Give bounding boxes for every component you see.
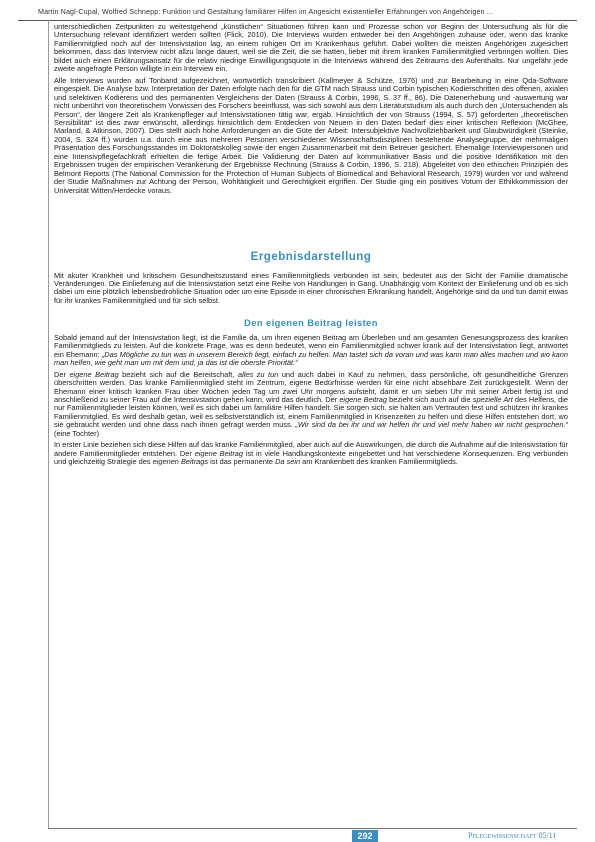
text-run: Sobald jemand auf der Intensivstation liegt, ist die Familie da, um ihren eigenen Beitrag am Überleben und am gesamten Genesungsprozess des kranken Familienmitglieds zu leisten. Auf die konkrete Frage, was es denn bedeutet, wenn ein Familienmitglied schwer krank auf der Intensivstation liegt, antwortet ein Ehemann:: [54, 332, 568, 359]
paragraph: Mit akuter Krankheit und kritischem Gesundheitszustand eines Familienmitglieds verbunden ist sein, bedeutet aus der Sicht der Familie dramatische Veränderungen. Die Einlieferung auf die Intensivstation setzt eine Reihe von Handlungen in Gang. Unabhängig vom Kontext der Einlieferung und ob es sich dabei um eine plötzlich lebensbedrohliche Situation oder um eine Episode in einer chronischen Erkrankung handelt, Angehörige sind da und tun damit etwas für ihr krankes Familienmitglied und für sich selbst.: [54, 270, 568, 305]
interview-quote: „Wir sind da bei ihr und wir helfen ihr und viel mehr haben wir nicht gesprochen.“: [295, 420, 568, 430]
section-heading: Ergebnisdarstellung: [250, 251, 372, 264]
text-run: ist in viele Handlungskontexte eingebettet und hat verschiedene Konsequenzen. Eng verbunden und gleichzeitig Strategie des: [54, 448, 569, 467]
header-rule: [18, 20, 577, 21]
emphasis: eigene Beitrag: [194, 448, 244, 458]
text-run: In erster Linie beziehen sich diese Hilfen auf das kranke Familienmitglied, aber auch auf die Auswirkungen, die durch die Aufnahme auf die Intensivstation für andere Familienmitglieder entstehen. Der: [54, 440, 568, 458]
text-run: Der: [54, 369, 70, 379]
text-run: bezieht sich auch auf die: [387, 394, 473, 404]
page-number: 292: [352, 830, 378, 842]
interview-quote: „Das Mögliche zu tun was in unserem Bereich liegt, einfach zu helfen. Man tastet sich da voran und was kann man alles machen und wo kann man helfen, wie geht man um mit dem und, ja das ist die oberste Priorität.“: [54, 349, 568, 368]
emphasis: spezielle Art: [472, 394, 513, 404]
section-spacer: [54, 198, 568, 253]
article-body: [54, 23, 568, 470]
text-run: am Krankenbett des kranken Familienmitglieds.: [300, 457, 458, 467]
running-head: Martin Nagl-Cupal, Wolfred Schnepp: Funktion und Gestaltung familiärer Hilfen im Angesicht existentieller Erfahrungen von Angehörigen ...: [38, 7, 494, 16]
text-run: und auch dabei in Kauf zu nehmen, dass persönliche, oft gesundheitliche Grenzen überschritten werden. Das kranke Familienmitglied steht im Zentrum, eigene Bedürfnisse werden für eine nicht absehbare Zeit zurückgestellt. Wenn der Ehemann einer kritisch kranken Frau über Wochen jeden Tag um zwei Uhr morgens aufsteht, damit er um sieben Uhr mit seiner Arbeit fertig ist und anschließend zu seiner Frau auf die Intensivstation gehen kann, wird das deutlich. Der: [54, 369, 568, 404]
margin-rule: [48, 20, 49, 828]
emphasis: alles zu tun: [237, 369, 279, 379]
paragraph: Alle Interviews wurden auf Tonband aufgezeichnet, wortwörtlich transkribiert (Kallmeyer & Schütze, 1976) und zur Bearbeitung in eine Qda-Software eingespielt. Die Analyse bzw. Interpretation der Daten erfolgte nach den für die GTM nach Strauss und Corbin typischen Kodierschritten des offenen, axialen und selektiven Kodierens und des permanenten Vergleichens der Daten (Strauss & Corbin, 1996, S. 37 ff., 86). Die Datenerhebung und -auswertung war nicht unberührt von theoretischem Vorwissen des Forschers beeinflusst, was sich sowohl aus dem Literaturstudium als auch durch den „Untersuchenden als Person“, der längere Zeit als Krankenpfleger auf Intensivstationen tätig war, ergab. Hinsichtlich der von Strauss (1994, S. 57) geforderten „theoretischen Sensibilität“ ist dies zwar erwünscht, allerdings hinsichtlich dem Entdecken von Neuem in den Daten bedarf dies einer kritischen Reflexion (McGhee, Marland, & Atkinson, 2007). Dies stellt auch hohe Anforderungen an die Güte der Arbeit: Intersubjektive Nachvollziehbarkeit und Glaubwürdigkeit (Steinke, 2004, S. 324 ff.) wurden u.a. durch eine aus mehreren Personen verschiedener Wissenschaftsdisziplinen bestehende Analysegruppe, der mehrmaligen Präsentation des Forschungsstandes im Doktoratskolleg sowie der engen Zusammenarbeit mit dem Betreuer gesichert. Ehemalige Interviewpersonen und eine Intensivpflegefachkraft erhielten die fertige Arbeit. Die Validierung der Daten auf kommunikativer Basis und die positive Identifikation mit den Ergebnissen trugen der empirischen Verankerung der Ergebnisse Rechnung (Strauss & Corbin, 1996, S. 218). Abgeleitet von den ethischen Prinzipien des Belmont Reports (The National Commission for the Protection of Human Subjects of Biomedical and Behavioral Research, 1979) wurden vor und während der Studie Maßnahmen zur Achtung der Person, Wohltätigkeit und Gerechtigkeit ergriffen. Der Studie ging ein positives Votum der Ethikkommission der Universität Witten/Herdecke voraus.: [54, 75, 568, 195]
paragraph: [54, 334, 568, 368]
emphasis: eigenen Beitrags: [152, 457, 209, 467]
text-run: ist das permanente: [208, 457, 276, 467]
journal-name: Pflegewissenschaft 05/11: [468, 831, 557, 840]
emphasis: eigene Beitrag: [69, 369, 119, 379]
footer-rule: [48, 828, 577, 829]
emphasis: eigene Beitrag: [339, 394, 388, 404]
text-run: (eine Tochter): [54, 428, 100, 438]
subsection-heading: Den eigenen Beitrag leisten: [244, 317, 378, 329]
text-run: bezieht sich auf die Bereitschaft,: [118, 369, 238, 379]
text-run: des Helfens, die nur Familienmitglieder leisten können, weil es sich dabei um familiäre Hilfen handelt. Sie sorgen sich, sie halten am Vertrauten fest und schützen ihr krankes Familienmitglied. Es wird deshalb getan, weil es selbstverständlich ist, einem Familienmitglied in Krisenzeiten zu helfen und diese Hilfen entstehen dort, wo sie gebraucht werden und ohne dass nach ihnen gefragt werden muss.: [54, 394, 569, 430]
paragraph: unterschiedlichen Zeitpunkten zu weitestgehend „künstlichen“ Situationen führen kann und Prozesse schon vor Beginn der Untersuchung als für die Untersuchung relevant identifiziert werden sollten (Flick, 2010). Die Interviews wurden entweder bei den Angehörigen zuhause oder, wenn das kranke Familienmitglied noch auf der Intensivstation lag, an einem ruhigen Ort im Krankenhaus geführt. Dabei wollten die meisten Angehörigen zugesichert bekommen, dass das Interview nicht allzu lange dauert, weil sie die Zeit, die sie hatten, lieber mit ihrem kranken Familienmitglied verbringen wollten. Dies bildet auch einen Erklärungsansatz für die relativ niedrige Einwilligungsquote in die Interviews während des Zeitraums des Aufenthalts. Nur ungefähr jede zweite angefragte Person willigte in ein Interview ein.: [54, 22, 568, 74]
paragraph: [54, 371, 568, 439]
paragraph: [54, 441, 568, 466]
emphasis: Da sein: [275, 457, 301, 467]
